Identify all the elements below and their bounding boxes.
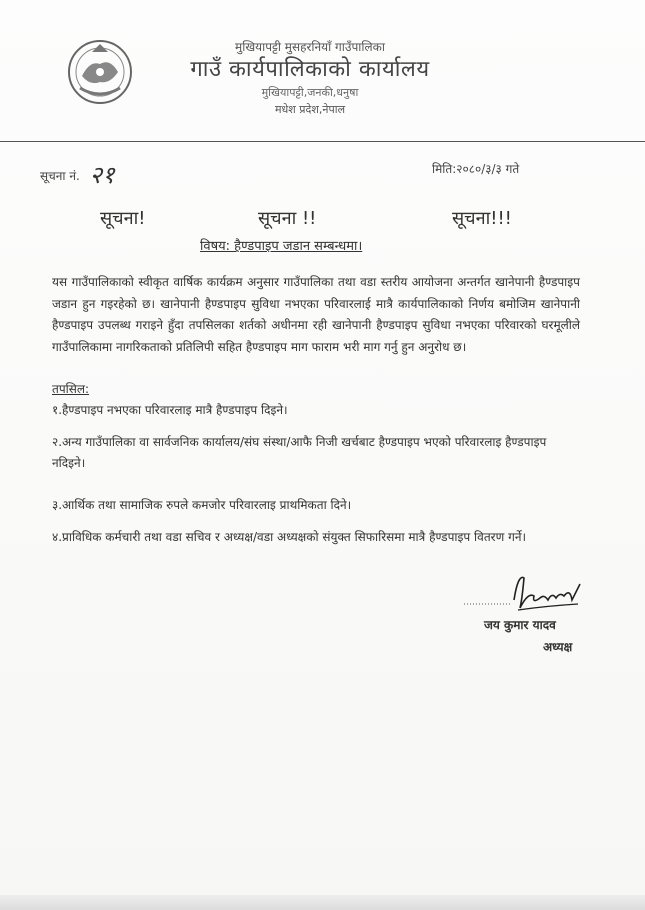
- condition-item-4: ४.प्राविधिक कर्मचारी तथा वडा सचिव र अध्यक्ष/वडा अध्यक्षको संयुक्त सिफारिसमा मात्रै हैण्डपाइप वितरण गर्ने।: [52, 530, 527, 544]
- notice-number-label: सूचना नं.: [40, 169, 80, 183]
- notice-date: मिति:२०८०/३/३ गते: [432, 162, 520, 176]
- signer-title: अध्यक्ष: [543, 640, 573, 654]
- page-bottom-edge: [0, 895, 645, 910]
- province-country: मधेश प्रदेश,नेपाल: [274, 103, 346, 116]
- notice-heading-3: सूचना!!!: [452, 208, 512, 229]
- conditions-heading: तपसिल:: [52, 382, 90, 396]
- condition-item-1: १.हैण्डपाइप नभएका परिवारलाइ मात्रै हैण्डपाइप दिइने।: [52, 403, 288, 417]
- header-divider: [0, 141, 645, 142]
- condition-item-3: ३.आर्थिक तथा सामाजिक रुपले कमजोर परिवारलाइ प्राथमिकता दिने।: [52, 498, 352, 512]
- notice-heading-2: सूचना !!: [258, 208, 317, 229]
- office-header: [170, 38, 450, 118]
- signer-name: जय कुमार यादव: [484, 618, 556, 632]
- notice-number: [40, 158, 115, 191]
- notice-number-value: २१: [89, 161, 115, 189]
- handwritten-signature: [462, 570, 592, 616]
- office-title: गाउँ कार्यपालिकाको कार्यालय: [190, 57, 430, 82]
- office-address: मुखियापट्टी,जनकी,धनुषा: [261, 86, 359, 99]
- municipality-name: मुखियापट्टी मुसहरनियाँ गाउँपालिका: [235, 40, 385, 54]
- notice-heading-1: सूचना!: [100, 208, 146, 229]
- condition-item-2: २.अन्य गाउँपालिका वा सार्वजनिक कार्यालय/संघ संस्था/आफै निजी खर्चबाट हैण्डपाइप भएको परिवारलाइ हैण्डपाइप नदिइने।: [52, 435, 547, 470]
- notice-body: यस गाउँपालिकाको स्वीकृत वार्षिक कार्यक्रम अनुसार गाउँपालिका तथा वडा स्तरीय आयोजना अन्तर्गत खानेपानी हैण्डपाइप जडान हुन गइरहेको छ। खानेपानी हैण्डपाइप सुविधा नभएका परिवारलाई मात्रै कार्यपालिकाको निर्णय बमोजिम खानेपानी हैण्डपाइप उपलब्ध गराइने हुँदा तपसिलका शर्तको अधीनमा रही खानेपानी हैण्डपाइप सुविधा नभएका परिवारको घरमूलीले गाउँपालिकामा नागरिकताको प्रतिलिपी सहित हैण्डपाइप माग फाराम भरी माग गर्नु हुन अनुरोध छ।: [52, 275, 580, 354]
- nepal-emblem-icon: [66, 38, 134, 106]
- subject-line: विषय: हैण्डपाइप जडान सम्बन्धमा।: [200, 239, 363, 254]
